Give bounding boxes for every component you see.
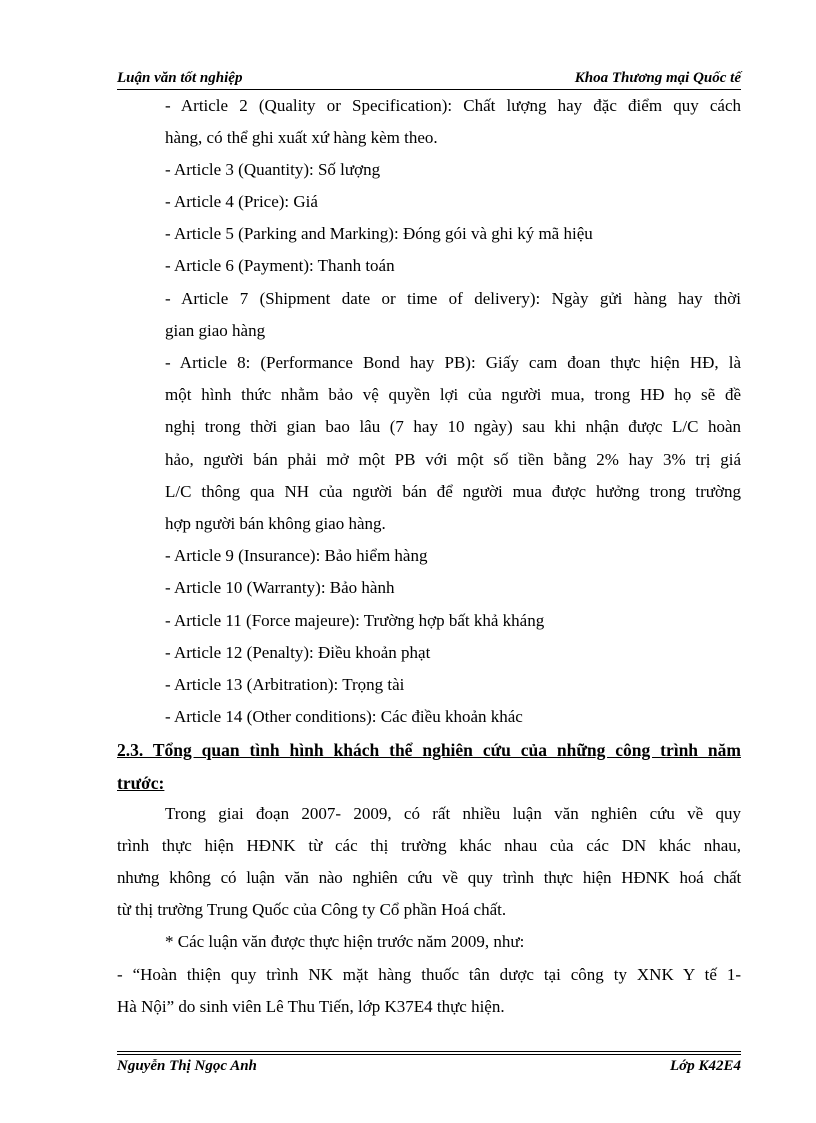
article-3: - Article 3 (Quantity): Số lượng (165, 160, 381, 179)
article-8-line-5: L/C thông qua NH của người bán để người mua được hưởng trong trường (165, 482, 741, 501)
footer-class: Lớp K42E4 (670, 1058, 741, 1074)
article-10: - Article 10 (Warranty): Bảo hành (165, 578, 395, 597)
article-8-line-2: một hình thức nhằm bảo vệ quyền lợi của người mua, trong HĐ họ sẽ đề (165, 385, 741, 404)
page-header (117, 66, 741, 90)
section-heading-line-2 (117, 772, 741, 794)
prior-theses-intro: * Các luận văn được thực hiện trước năm 2009, như: (165, 932, 525, 951)
paragraph-line-2: trình thực hiện HĐNK từ các thị trường khác nhau của các DN khác nhau, (117, 836, 741, 855)
section-heading-text-1: 2.3. Tổng quan tình hình khách thể nghiên cứu của những công trình năm (117, 740, 741, 760)
page-footer (117, 1058, 741, 1080)
article-7-line-2: gian giao hàng (165, 321, 266, 340)
article-8-line-1: - Article 8: (Performance Bond hay PB): Giấy cam đoan thực hiện HĐ, là (165, 353, 741, 372)
article-13: - Article 13 (Arbitration): Trọng tài (165, 675, 405, 694)
footer-divider-bottom (117, 1054, 741, 1055)
article-12: - Article 12 (Penalty): Điều khoản phạt (165, 643, 431, 662)
paragraph-line-4: từ thị trường Trung Quốc của Công ty Cổ phần Hoá chất. (117, 900, 507, 919)
paragraph-line-1: Trong giai đoạn 2007- 2009, có rất nhiều luận văn nghiên cứu về quy (165, 804, 741, 823)
article-5: - Article 5 (Parking and Marking): Đóng gói và ghi ký mã hiệu (165, 224, 593, 243)
prior-thesis-1-line-1: - “Hoàn thiện quy trình NK mặt hàng thuốc tân dược tại công ty XNK Y tế 1- (117, 965, 741, 984)
article-8-line-6: hợp người bán không giao hàng. (165, 514, 386, 533)
prior-thesis-1-line-2: Hà Nội” do sinh viên Lê Thu Tiến, lớp K37E4 thực hiện. (117, 997, 505, 1016)
header-faculty-label: Khoa Thương mại Quốc tế (574, 70, 741, 86)
article-7-line-1: - Article 7 (Shipment date or time of delivery): Ngày gửi hàng hay thời (165, 289, 741, 308)
article-2-line-2: hàng, có thể ghi xuất xứ hàng kèm theo. (165, 128, 438, 147)
section-heading-text-2: trước: (117, 773, 165, 793)
section-heading-line-1 (117, 739, 741, 761)
article-14: - Article 14 (Other conditions): Các điều khoản khác (165, 707, 523, 726)
article-6: - Article 6 (Payment): Thanh toán (165, 256, 395, 275)
article-4: - Article 4 (Price): Giá (165, 192, 318, 211)
paragraph-line-3: nhưng không có luận văn nào nghiên cứu về quy trình thực hiện HĐNK hoá chất (117, 868, 741, 887)
footer-author: Nguyễn Thị Ngọc Anh (117, 1058, 257, 1074)
article-2-line-1: - Article 2 (Quality or Specification): Chất lượng hay đặc điểm quy cách (165, 96, 741, 115)
header-thesis-label: Luận văn tốt nghiệp (117, 70, 243, 86)
article-8-line-3: nghị trong thời gian bao lâu (7 hay 10 ngày) sau khi nhận được L/C hoàn (165, 417, 741, 436)
header-divider (117, 89, 741, 90)
article-11: - Article 11 (Force majeure): Trường hợp bất khả kháng (165, 611, 545, 630)
article-9: - Article 9 (Insurance): Bảo hiểm hàng (165, 546, 428, 565)
footer-divider-top (117, 1051, 741, 1052)
article-8-line-4: hảo, người bán phải mở một PB với một số tiền bằng 2% hay 3% trị giá (165, 450, 741, 469)
